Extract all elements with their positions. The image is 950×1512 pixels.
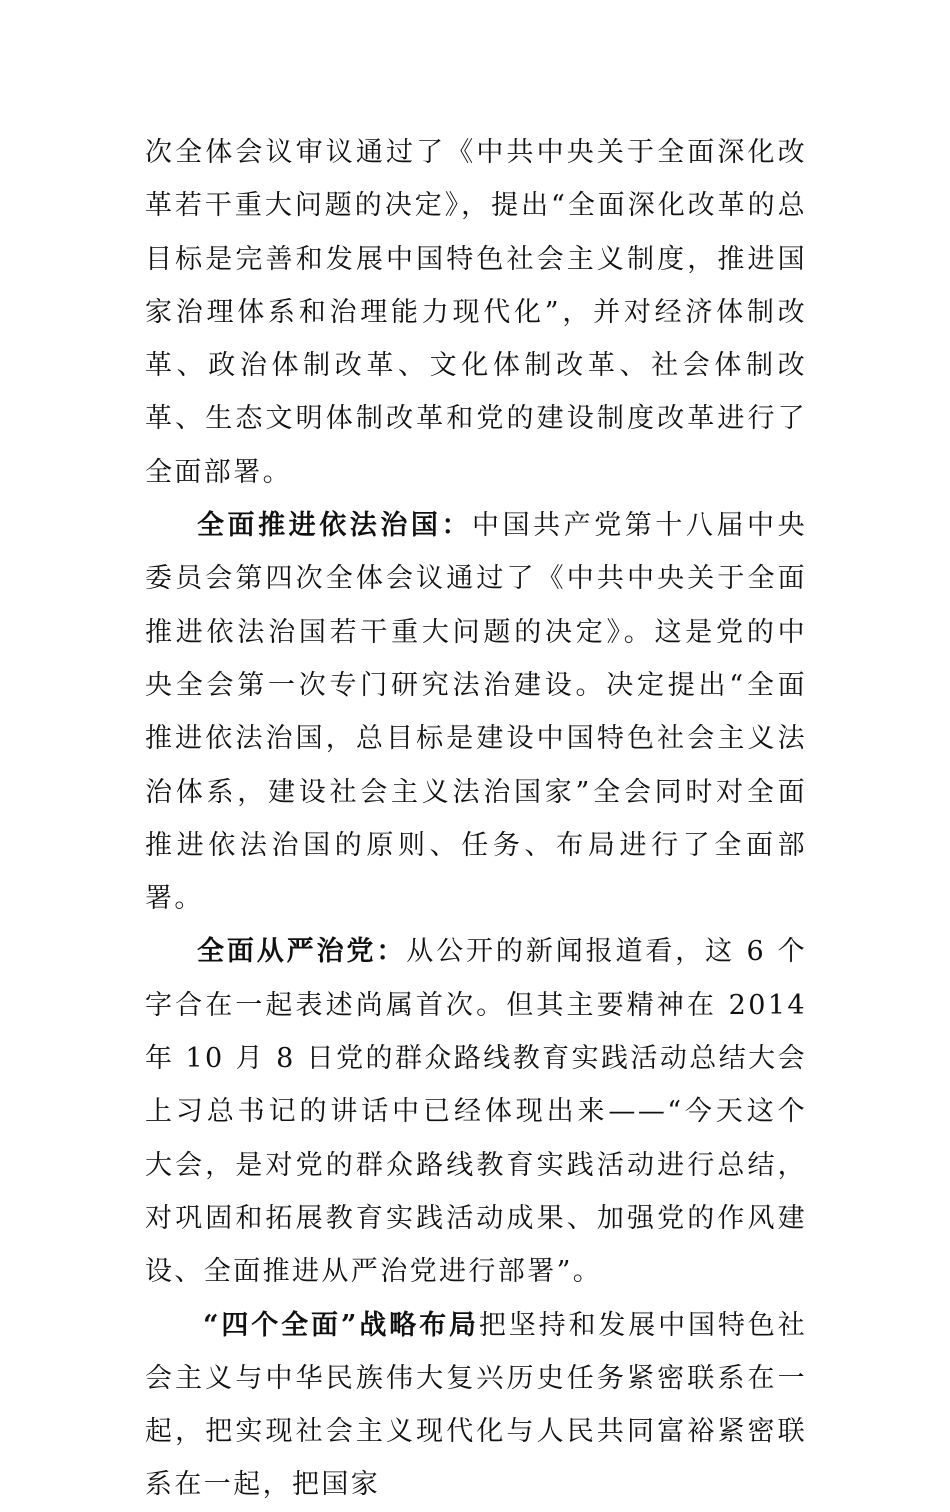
paragraph-4-text: 把坚持和发展中国特色社会主义与中华民族伟大复兴历史任务紧密联系在一起，把实现社会主义现代化与人民共同富裕紧密联系在一起，把国家 — [145, 1309, 807, 1501]
paragraph-3-heading: 全面从严治党： — [197, 936, 407, 968]
paragraph-3 — [145, 925, 807, 1298]
paragraph-2 — [145, 499, 807, 925]
paragraph-4-heading: “四个全面”战略布局 — [203, 1309, 479, 1341]
paragraph-1 — [145, 126, 807, 499]
paragraph-3-text: 从公开的新闻报道看，这 6 个字合在一起表述尚属首次。但其主要精神在 2014 年 10 月 8 日党的群众路线教育实践活动总结大会上习总书记的讲话中已经体现出来——“今天这个大会，是对党的群众路线教育实践活动进行总结，对巩固和拓展教育实践活动成果、加强党的作风建设、全面推进从严治党进行部署”。 — [145, 936, 807, 1288]
paragraph-2-heading: 全面推进依法治国： — [197, 510, 473, 542]
document-page — [145, 126, 807, 1512]
paragraph-4 — [145, 1299, 807, 1512]
paragraph-1-text: 次全体会议审议通过了《中共中央关于全面深化改革若干重大问题的决定》，提出“全面深化改革的总目标是完善和发展中国特色社会主义制度，推进国家治理体系和治理能力现代化”，并对经济体制改革、政治体制改革、文化体制改革、社会体制改革、生态文明体制改革和党的建设制度改革进行了全面部署。 — [145, 137, 807, 488]
paragraph-2-text: 中国共产党第十八届中央委员会第四次全体会议通过了《中共中央关于全面推进依法治国若干重大问题的决定》。这是党的中央全会第一次专门研究法治建设。决定提出“全面推进依法治国，总目标是建设中国特色社会主义法治体系，建设社会主义法治国家”全会同时对全面推进依法治国的原则、任务、布局进行了全面部署。 — [145, 510, 807, 915]
